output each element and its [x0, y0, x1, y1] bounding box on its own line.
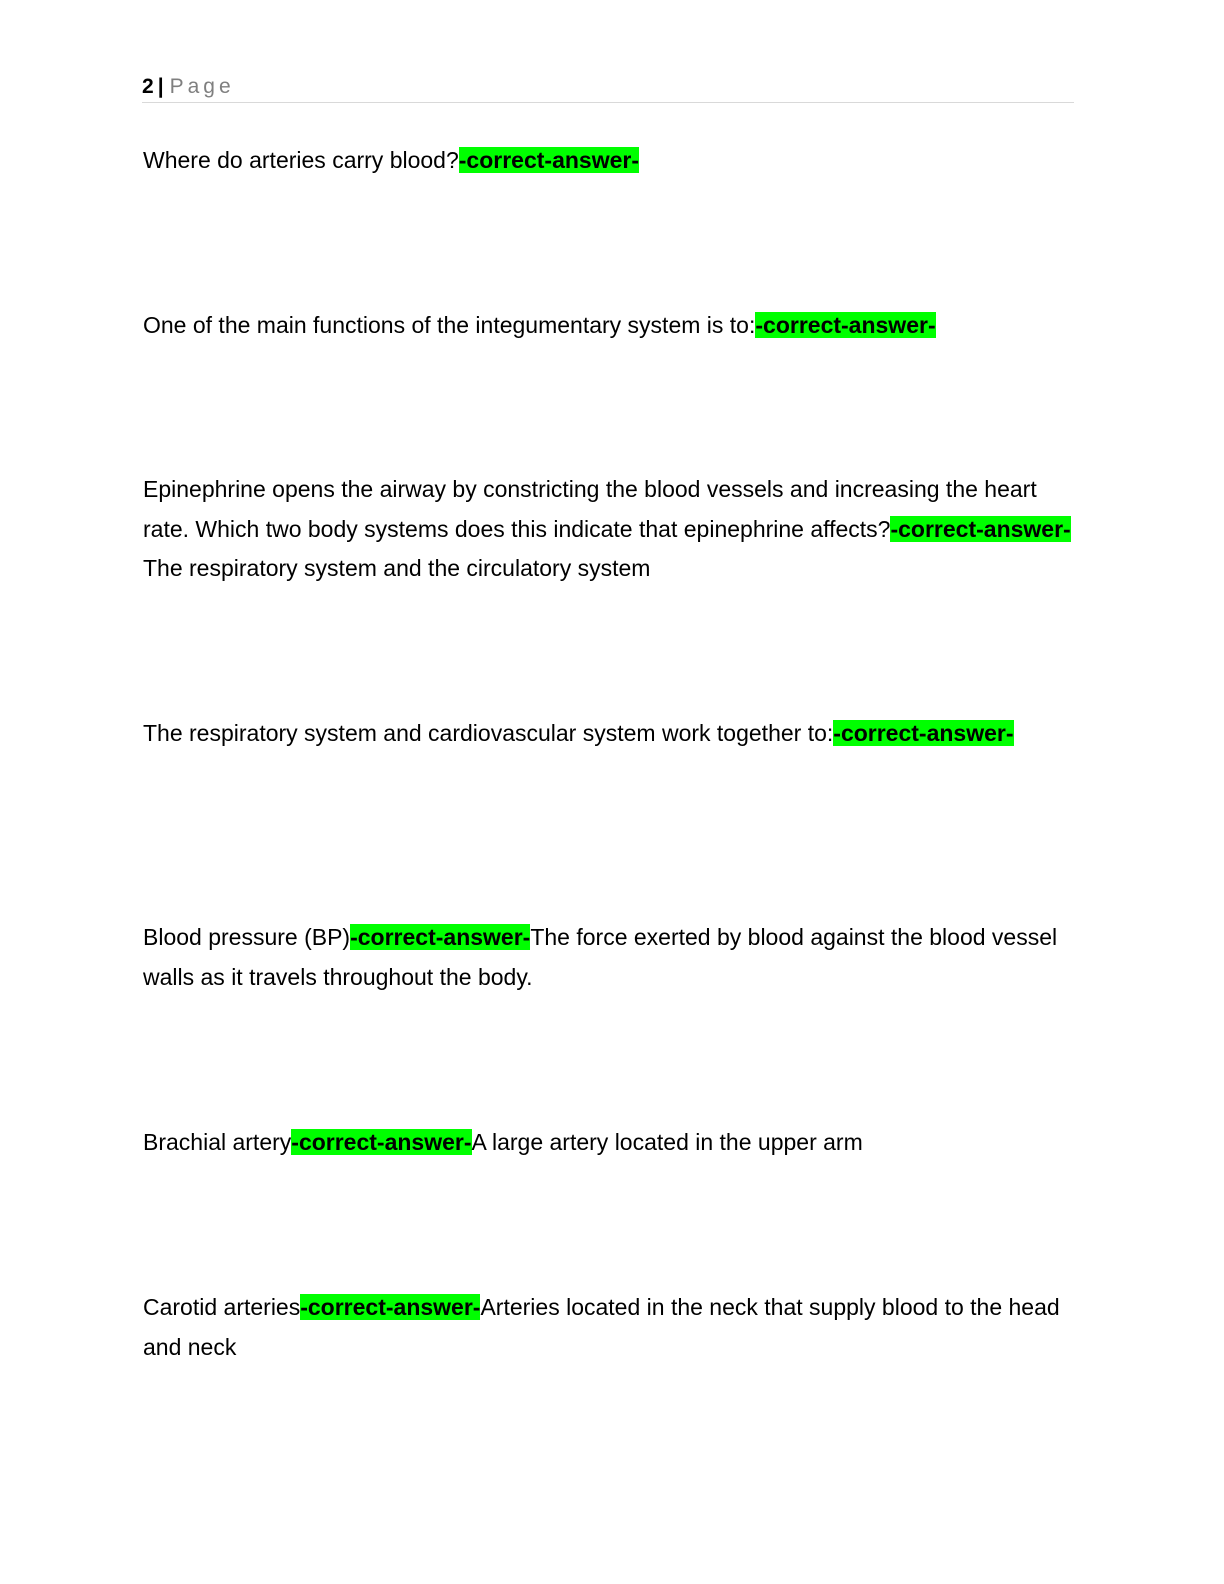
qa-item-blood-pressure — [143, 918, 1073, 997]
page-number: 2 — [142, 75, 154, 98]
question-text: One of the main functions of the integumentary system is to: — [143, 312, 756, 338]
answer-text: The respiratory system and the circulatory system — [143, 555, 651, 581]
question-text: The respiratory system and cardiovascular system work together to: — [143, 720, 834, 746]
answer-marker: -correct-answer- — [890, 515, 1071, 542]
answer-marker: -correct-answer- — [291, 1129, 472, 1155]
answer-marker: -correct-answer- — [755, 312, 936, 338]
question-text: Epinephrine opens the airway by constricting the blood vessels and increasing the heart rate. Which two body systems does this indicate that epinephrine affects? — [143, 476, 1037, 542]
qa-item-epinephrine — [143, 470, 1073, 589]
qa-item-carotid-arteries — [143, 1288, 1073, 1367]
answer-text: The force exerted by blood against the blood vessel walls as it travels throughout the body. — [143, 924, 1058, 990]
question-text: Where do arteries carry blood? — [143, 147, 459, 173]
answer-marker: -correct-answer- — [833, 720, 1014, 746]
question-text: Brachial artery — [143, 1129, 292, 1155]
answer-marker: -correct-answer- — [300, 1294, 481, 1320]
answer-marker: -correct-answer- — [458, 147, 639, 173]
page-header — [142, 72, 1074, 103]
page-separator: | — [157, 75, 164, 98]
answer-marker: -correct-answer- — [350, 924, 531, 950]
qa-item-integumentary — [143, 306, 1073, 346]
answer-text: A large artery located in the upper arm — [471, 1129, 863, 1155]
qa-item-arteries — [143, 141, 1073, 181]
answer-text: Arteries located in the neck that supply blood to the head and neck — [143, 1294, 1060, 1360]
page-label: Page — [169, 75, 235, 98]
qa-item-brachial-artery — [143, 1123, 1073, 1163]
question-text: Blood pressure (BP) — [143, 924, 351, 950]
question-text: Carotid arteries — [143, 1294, 301, 1320]
qa-item-respiratory-cardiovascular — [143, 714, 1073, 754]
